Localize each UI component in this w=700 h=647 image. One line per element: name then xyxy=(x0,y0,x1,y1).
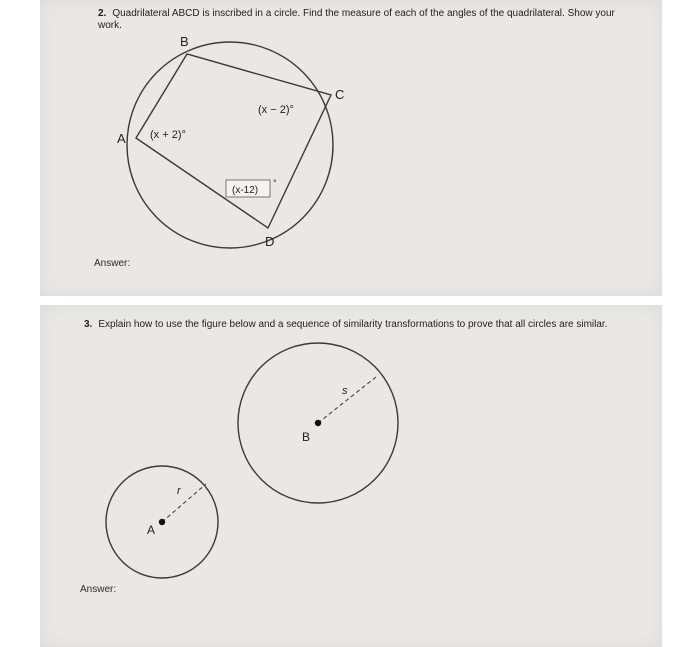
radius-r-line xyxy=(162,484,206,522)
center-b-point xyxy=(315,420,321,426)
angle-c-expression: (x − 2)° xyxy=(258,104,294,116)
question-3-answer-label: Answer: xyxy=(80,584,117,595)
radius-s-label: s xyxy=(342,385,348,397)
center-b-label: B xyxy=(302,430,311,444)
vertex-c-label: C xyxy=(335,87,345,102)
angle-a-expression: (x + 2)° xyxy=(150,129,186,141)
vertex-b-label: B xyxy=(180,34,189,49)
question-2-text: Quadrilateral ABCD is inscribed in a circle. Find the measure of each of the angles of the quadrilateral. Show your work. xyxy=(98,8,615,31)
question-3-number: 3. xyxy=(84,319,93,330)
angle-d-degree: ° xyxy=(273,178,277,188)
center-a-label: A xyxy=(147,523,156,537)
angle-d-expression: (x-12) xyxy=(232,185,259,196)
radius-s-line xyxy=(318,377,376,423)
radius-r-label: r xyxy=(177,485,181,497)
center-a-point xyxy=(159,519,165,525)
question-2-number: 2. xyxy=(98,8,107,19)
vertex-a-label: A xyxy=(117,131,126,146)
vertex-d-label: D xyxy=(265,234,275,249)
question-2-answer-label: Answer: xyxy=(94,258,131,269)
question-3-text: Explain how to use the figure below and a sequence of similarity transformations to prove that all circles are similar. xyxy=(98,319,608,330)
